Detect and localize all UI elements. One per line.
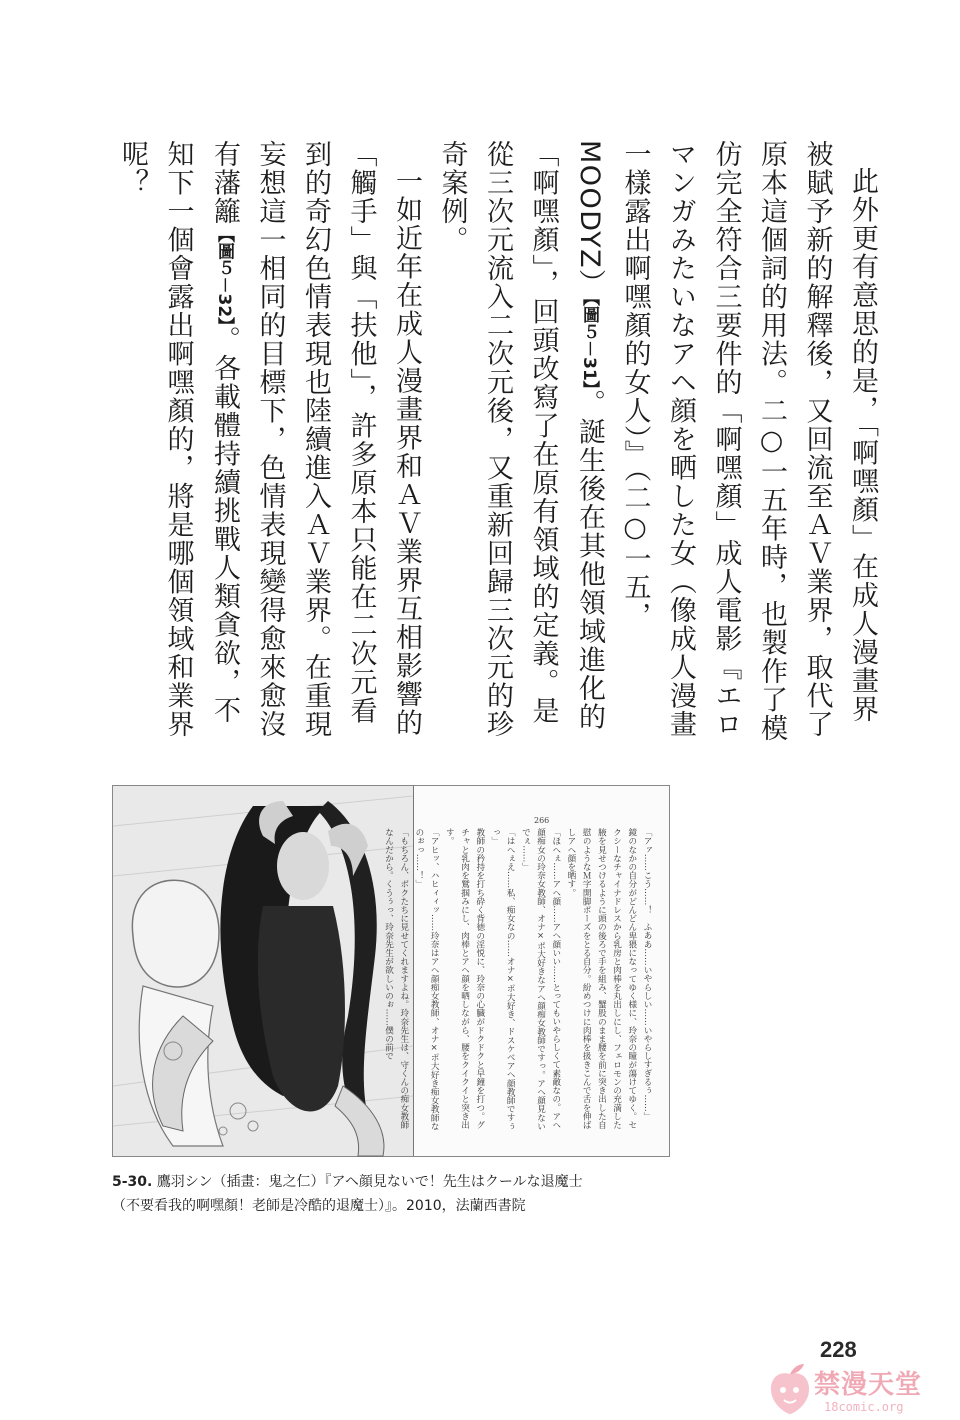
watermark-title: 禁漫天堂 bbox=[814, 1370, 923, 1400]
paragraph-1: 此外更有意思的是，「啊嘿顏」在成人漫畫界被賦予新的解釋後，又回流至ＡＶ業界，取代了原本這個詞的用法。二○一五年時，也製作了模仿完全符合三要件的「啊嘿顏」成人電影『エロマンガみたいなアヘ顔を晒した女（像成人漫畫一樣露出啊嘿顏的女人）』（二○一五，MOODYZ） bbox=[574, 140, 878, 743]
novel-line: 「ほへぇ……アヘ顔……アヘ顔いい……とってもいやらしくて素敵なの。アヘ顔痴女の玲奈女教師、オナ×ポ大好きなアヘ顔痴女教師ですっ。アヘ顔見ないでぇ……」 bbox=[520, 828, 561, 1131]
watermark bbox=[766, 1358, 951, 1418]
paragraph-1-cont: 。誕生後在其他領域進化的「啊嘿顏」，回頭改寫了在原有領域的定義。是從三次元流入二次元後，又重新回歸三次元的珍奇案例。 bbox=[436, 140, 605, 739]
figure-5-30 bbox=[112, 785, 670, 1157]
paragraph-2: 一如近年在成人漫畫界和ＡＶ業界互相影響的「觸手」與「扶他」，許多原本只能在二次元看到的奇幻色情表現也陸續進入ＡＶ業界。在重現妄想這一相同的目標下，色情表現變得愈來愈沒有藩籬 bbox=[209, 140, 422, 739]
novel-text bbox=[383, 828, 654, 1133]
manga-illustration bbox=[113, 786, 414, 1156]
novel-line: 教師の矜持を打ち砕く背徳の淫悦に、玲奈の心臓がドクドクと早鐘を打つ。グチャと乳肉を鷲掴みにし、肉棒とアヘ顔を晒しながら、腰をクイクイと突き出す。 bbox=[444, 828, 485, 1129]
figure-reference-5-31: 【圖５－31】 bbox=[579, 297, 599, 390]
paragraph-2-cont: 。各載體持續挑戰人類貪欲，不知下一個會露出啊嘿顏的，將是哪個領域和業界呢？ bbox=[117, 140, 240, 739]
novel-line: 「もちろん、ボクたちに見せてくれますよね。玲奈先生は、守くんの痴女教師なんだから。くうぅっ、玲奈先生が欲しいのぉ……僕の前で bbox=[383, 828, 409, 1129]
peach-logo-icon bbox=[766, 1360, 814, 1416]
figure-reference-5-32: 【圖５－32】 bbox=[214, 225, 234, 326]
novel-line: 「アヒッ、ハヒィィッ……玲奈はアヘ顔痴女教師、オナ×ポ大好き痴女教師なのぉっ……！」 bbox=[413, 828, 440, 1131]
body-text bbox=[117, 140, 885, 750]
novel-page-number: 266 bbox=[534, 816, 550, 825]
watermark-url: 18comic.org bbox=[824, 1400, 904, 1414]
novel-line: 鏡のなかの自分がどんどん卑猥になってゆく様に、玲奈の瞳が蕩けてゆく。セクシーなチャイナドレスから乳房と肉棒を丸出しにし、フェロモンの充満した腋を見せつけるように頭の後ろで手を組み、蟹股のまま腰を前に突き出した自慰のようなＭ字開脚ポーズをとる自分。紛めつけに肉棒を扱きこんで舌を伸ばしアヘ顔を晒す。 bbox=[565, 828, 637, 1129]
caption-number: 5-30. bbox=[112, 1174, 153, 1190]
figure-caption bbox=[112, 1170, 672, 1218]
caption-line-1: 鷹羽シン（插畫：鬼之仁）『アヘ顔見ないで！先生はクールな退魔士 bbox=[156, 1174, 583, 1190]
novel-line: 「はへぇえ……私、痴女なの……オナ×ポ大好き、ドスケベアヘ顔教師ですぅっ」 bbox=[489, 828, 516, 1131]
novel-line: 「アァ……こう……！ ふああ……いやらしい……いやらしすぎるぅ……」 bbox=[642, 828, 652, 1121]
page-number: 228 bbox=[820, 1337, 857, 1362]
novel-page-scan bbox=[383, 786, 669, 1156]
caption-line-2: （不要看我的啊嘿顏！老師是冷酷的退魔士）』。2010，法蘭西書院 bbox=[112, 1198, 526, 1214]
